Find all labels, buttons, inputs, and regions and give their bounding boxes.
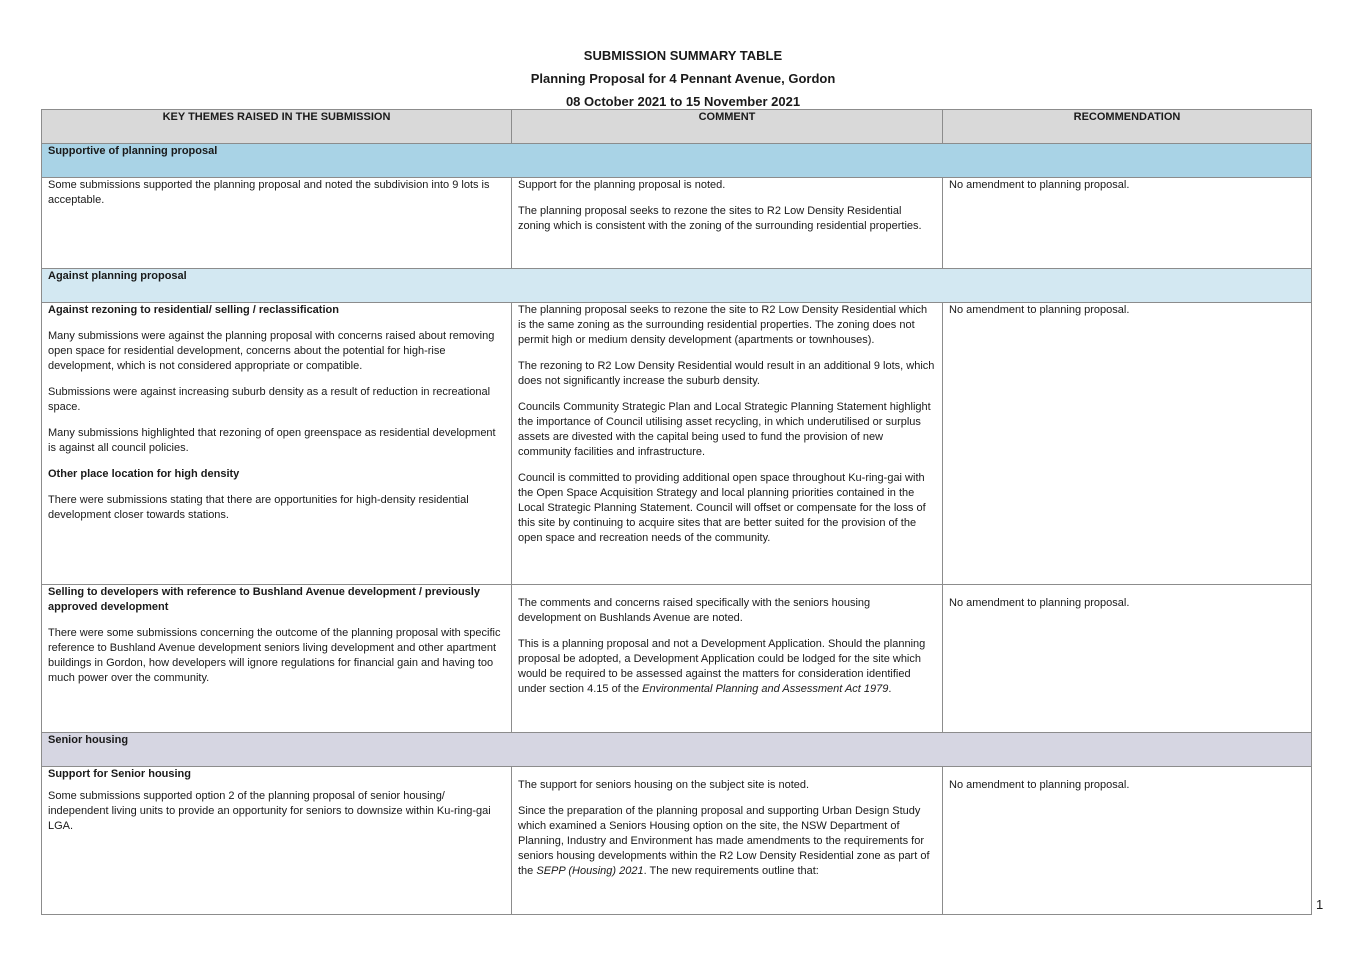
comment-cell (512, 585, 943, 733)
comment-text-part: . The new requirements outline that: (643, 865, 819, 877)
theme-text: Some submissions supported option 2 of the planning proposal of senior housing/ independent living units to provide an opportunity for seniors to downsize within Ku-ring-gai LGA. (48, 790, 491, 832)
comment-cell (512, 767, 943, 915)
theme-text: There were some submissions concerning the outcome of the planning proposal with specific reference to Bushland Avenue development seniors living development and other apartment buildings in Gordon, how developers will ignore regulations for financial gain and having too much power over the community. (48, 627, 501, 684)
comment-text: Councils Community Strategic Plan and Local Strategic Planning Statement highlight the importance of Council utilising asset recycling, in which underutilised or surplus assets are divested with the capital being used to fund the provision of new community facilities and infrastructure. (518, 401, 931, 458)
comment-cell (512, 178, 943, 269)
theme-cell (42, 585, 512, 733)
comment-text (518, 637, 936, 697)
theme-heading: Support for Senior housing (48, 768, 191, 780)
comment-text-part: . (888, 683, 892, 695)
table-row (42, 303, 1312, 585)
comment-text: Council is committed to providing additional open space throughout Ku-ring-gai with the Open Space Acquisition Strategy and local planning priorities contained in the Local Strategic Planning Statement. Council will offset or compensate for the loss of this site by continuing to acquire sites that are better suited for the provision of the open space and recreation needs of the community. (518, 472, 926, 544)
theme-cell (42, 767, 512, 915)
recommendation-text: No amendment to planning proposal. (949, 597, 1130, 609)
section-row-senior (42, 733, 1312, 767)
recommendation-cell (943, 767, 1312, 915)
recommendation-cell (943, 585, 1312, 733)
recommendation-text: No amendment to planning proposal. (949, 779, 1130, 791)
section-row-supportive (42, 144, 1312, 178)
theme-text: Submissions were against increasing suburb density as a result of reduction in recreational space. (48, 386, 491, 413)
theme-text: There were submissions stating that there are opportunities for high-density residential development closer towards stations. (48, 494, 469, 521)
section-heading: Senior housing (42, 733, 1312, 767)
theme-cell (42, 303, 512, 585)
column-header-recommendation: RECOMMENDATION (943, 110, 1312, 144)
table-row (42, 585, 1312, 733)
recommendation-cell (943, 178, 1312, 269)
column-header-key-themes: KEY THEMES RAISED IN THE SUBMISSION (42, 110, 512, 144)
comment-text: The planning proposal seeks to rezone the sites to R2 Low Density Residential zoning which is consistent with the zoning of the surrounding residential properties. (518, 205, 922, 232)
comment-cell (512, 303, 943, 585)
table-header-row (42, 110, 1312, 144)
section-row-against (42, 269, 1312, 303)
theme-heading: Against rezoning to residential/ selling / reclassification (48, 304, 339, 316)
theme-heading: Other place location for high density (48, 468, 240, 480)
recommendation-text: No amendment to planning proposal. (949, 179, 1130, 191)
theme-cell (42, 178, 512, 269)
document-subtitle: Planning Proposal for 4 Pennant Avenue, Gordon (530, 71, 836, 86)
table-row (42, 767, 1312, 915)
comment-text: The planning proposal seeks to rezone the site to R2 Low Density Residential which is the same zoning as the surrounding residential properties. The zoning does not permit high or medium density development (apartments or townhouses). (518, 304, 928, 346)
section-heading: Supportive of planning proposal (42, 144, 1312, 178)
exhibition-dates: 08 October 2021 to 15 November 2021 (565, 94, 801, 109)
section-heading: Against planning proposal (42, 269, 1312, 303)
document-header (0, 44, 1366, 113)
column-header-comment: COMMENT (512, 110, 943, 144)
comment-text: The support for seniors housing on the subject site is noted. (518, 779, 810, 791)
comment-text: The comments and concerns raised specifically with the seniors housing development on Bushlands Avenue are noted. (518, 597, 871, 624)
recommendation-text: No amendment to planning proposal. (949, 304, 1130, 316)
table-row (42, 178, 1312, 269)
comment-text (518, 804, 936, 879)
comment-text: The rezoning to R2 Low Density Residential would result in an additional 9 lots, which does not significantly increase the suburb density. (518, 360, 935, 387)
act-title: Environmental Planning and Assessment Act 1979 (642, 683, 889, 695)
submission-summary-table (41, 109, 1312, 915)
theme-text: Some submissions supported the planning proposal and noted the subdivision into 9 lots is acceptable. (48, 179, 490, 206)
theme-text: Many submissions were against the planning proposal with concerns raised about removing open space for residential development, concerns about the potential for high-rise development, which is not considered appropriate or compatible. (48, 330, 495, 372)
page-number: 1 (1316, 897, 1324, 912)
comment-text-part: This is a planning proposal and not a Development Application. Should the planning proposal be adopted, a Development Application could be lodged for the site which would be required to be assessed against the matters for consideration identified under section 4.15 of the (518, 638, 926, 695)
theme-text: Many submissions highlighted that rezoning of open greenspace as residential development is against all council policies. (48, 427, 496, 454)
recommendation-cell (943, 303, 1312, 585)
theme-heading: Selling to developers with reference to Bushland Avenue development / previously approved development (48, 586, 480, 613)
document-title: SUBMISSION SUMMARY TABLE (583, 48, 783, 63)
policy-title: SEPP (Housing) 2021 (536, 865, 644, 877)
comment-text: Support for the planning proposal is noted. (518, 179, 726, 191)
comment-text-part: Since the preparation of the planning proposal and supporting Urban Design Study which examined a Seniors Housing option on the site, the NSW Department of Planning, Industry and Environment has made amendments to the requirements for seniors housing developments within the R2 Low Density Residential zone as part of the (518, 805, 930, 877)
